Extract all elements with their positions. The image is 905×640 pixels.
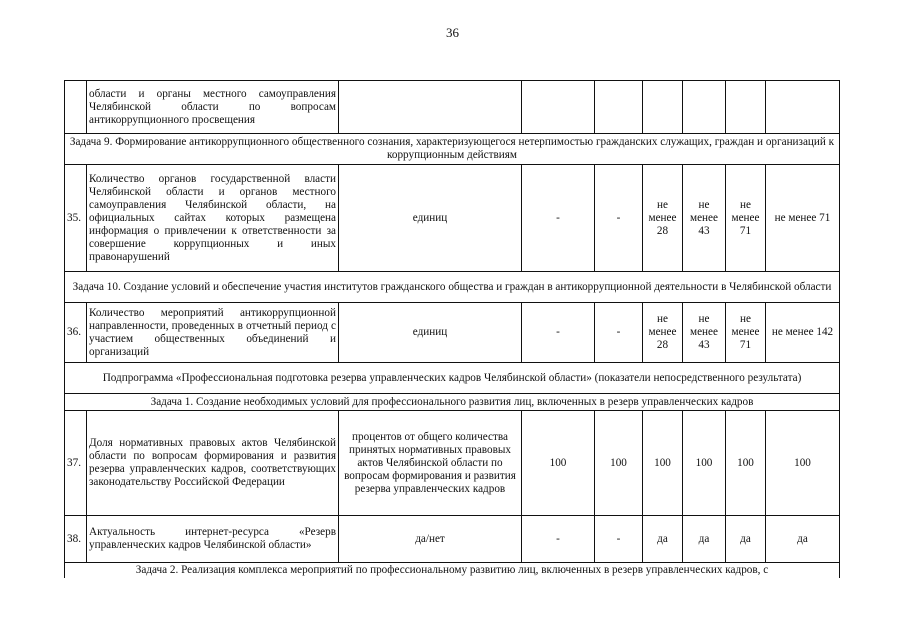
value-cell: да: [766, 516, 840, 563]
value-cell: не менее 142: [766, 303, 840, 363]
task-row: [65, 563, 840, 579]
subprogram-row: [65, 363, 840, 394]
indicators-table: [64, 80, 840, 578]
value-cell: не менее 28: [643, 303, 683, 363]
subprogram-heading: Подпрограмма «Профессиональная подготовка резерва управленческих кадров Челябинской области» (показатели непосредственного результата): [65, 363, 840, 394]
task-heading: Задача 2. Реализация комплекса мероприятий по профессиональному развитию лиц, включенных в резерв управленческих кадров, с: [65, 563, 840, 579]
value-cell: не менее 43: [683, 303, 726, 363]
value-cell: 100: [595, 411, 643, 516]
row-number: [65, 81, 87, 134]
value-cell: -: [595, 165, 643, 272]
task-heading: Задача 10. Создание условий и обеспечение участия институтов гражданского общества и граждан в антикоррупционной деятельности в Челябинской области: [65, 272, 840, 303]
value-cell: -: [522, 165, 595, 272]
table-row: [65, 165, 840, 272]
table-row: [65, 411, 840, 516]
task-heading: Задача 1. Создание необходимых условий для профессионального развития лиц, включенных в резерв управленческих кадров: [65, 394, 840, 411]
value-cell: -: [522, 516, 595, 563]
value-cell: 100: [683, 411, 726, 516]
indicator-name: Актуальность интернет-ресурса «Резерв управленческих кадров Челябинской области»: [87, 516, 339, 563]
unit-cell: единиц: [339, 165, 522, 272]
page-number: 36: [446, 25, 459, 40]
value-cell: не менее 71: [766, 165, 840, 272]
value-cell: 100: [766, 411, 840, 516]
value-cell: да: [726, 516, 766, 563]
value-cell: -: [595, 516, 643, 563]
value-cell: да: [643, 516, 683, 563]
value-cell: не менее 71: [726, 303, 766, 363]
value-cell: не менее 43: [683, 165, 726, 272]
table-row: [65, 303, 840, 363]
unit-cell: да/нет: [339, 516, 522, 563]
value-cell: -: [522, 303, 595, 363]
value-cell: 100: [643, 411, 683, 516]
row-number: 35.: [65, 165, 87, 272]
value-cell: да: [683, 516, 726, 563]
indicator-name: Доля нормативных правовых актов Челябинской области по вопросам формирования и развития резерва управленческих кадров, соответствующих законодательству Российской Федерации: [87, 411, 339, 516]
table-row: [65, 516, 840, 563]
value-cell: 100: [726, 411, 766, 516]
row-number: 36.: [65, 303, 87, 363]
table-row-continuation: [65, 81, 840, 134]
indicator-name: Количество органов государственной власти Челябинской области и органов местного самоуправления Челябинской области, на официальных сайтах которых размещена информация о привлечении к ответственности за совершение коррупционных и иных правонарушений: [87, 165, 339, 272]
row-number: 37.: [65, 411, 87, 516]
value-cell: не менее 71: [726, 165, 766, 272]
task-row: [65, 272, 840, 303]
value-cell: -: [595, 303, 643, 363]
unit-cell: единиц: [339, 303, 522, 363]
value-cell: 100: [522, 411, 595, 516]
indicator-name: области и органы местного самоуправления Челябинской области по вопросам антикоррупционного просвещения: [87, 81, 339, 134]
value-cell: не менее 28: [643, 165, 683, 272]
task-row: [65, 134, 840, 165]
task-row: [65, 394, 840, 411]
unit-cell: процентов от общего количества принятых нормативных правовых актов Челябинской области по вопросам формирования и развития резерва управленческих кадров: [339, 411, 522, 516]
task-heading: Задача 9. Формирование антикоррупционного общественного сознания, характеризующегося нетерпимостью гражданских служащих, граждан и организаций к коррупционным действиям: [65, 134, 840, 165]
row-number: 38.: [65, 516, 87, 563]
indicator-name: Количество мероприятий антикоррупционной направленности, проведенных в отчетный период с участием общественных объединений и организаций: [87, 303, 339, 363]
